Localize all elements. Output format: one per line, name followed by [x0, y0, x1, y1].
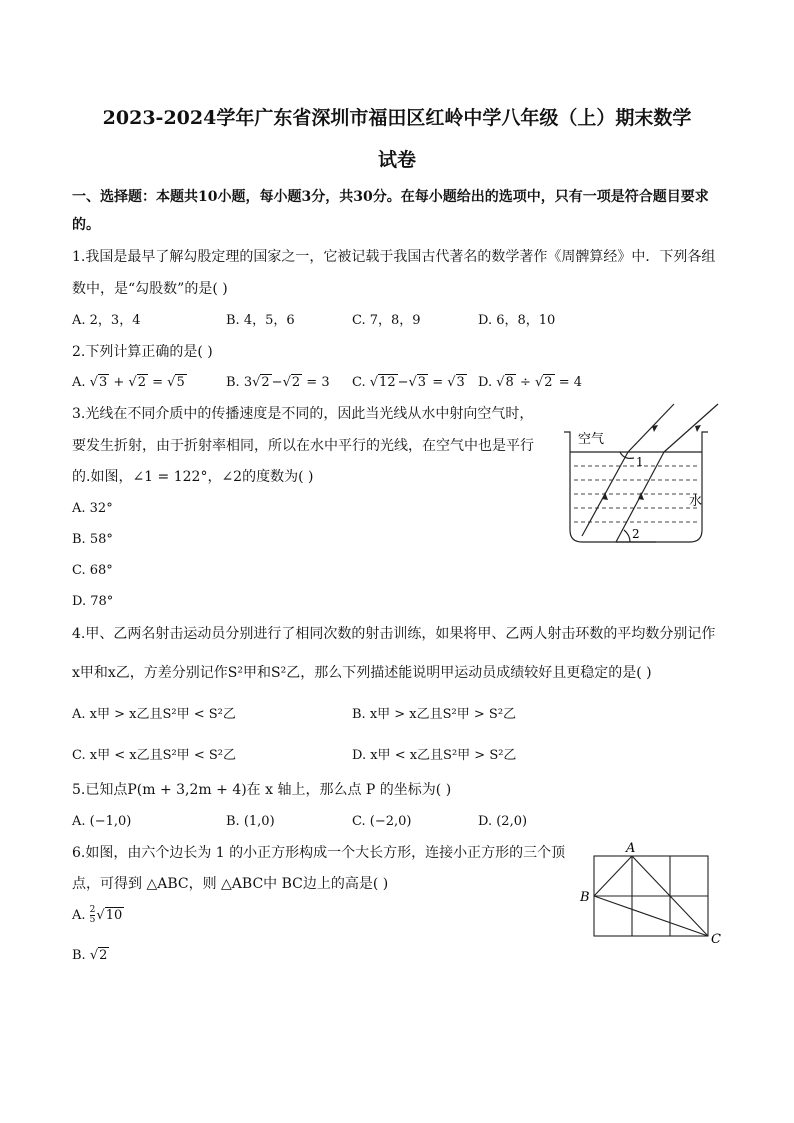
q6-a-fraction [90, 906, 96, 925]
sqrt-sign: √ [89, 948, 99, 963]
q2-d-label: D. [478, 375, 497, 390]
q2-stem: 2.下列计算正确的是( ) [72, 344, 213, 360]
q2-b-operator: − [271, 375, 283, 390]
q2-d-operator: ÷ [515, 375, 535, 390]
q2-option-c [352, 373, 467, 393]
sqrt-sign: √ [282, 375, 291, 390]
q3-option-a: A. 32° [72, 501, 113, 516]
q3-option-b: B. 58° [72, 532, 113, 547]
section-instructions-line2: 的。 [72, 217, 100, 233]
q2-a-label: A. [72, 375, 90, 390]
q5-option-a: A. (−1,0) [72, 814, 132, 829]
vertex-b-label: B [580, 890, 590, 905]
q3-option-d: D. 78° [72, 594, 114, 609]
q2-b-label: B. 3 [226, 375, 253, 390]
beaker-outline [564, 432, 708, 542]
q6-stem-line1: 6.如图，由六个边长为 1 的小正方形构成一个大长方形，连接小正方形的三个顶 [72, 845, 566, 861]
q4-option-b: B. x甲 > x乙且S²甲 > S²乙 [352, 707, 517, 722]
q1-stem-line1: 1.我国是最早了解勾股定理的国家之一，它被记载于我国古代著名的数学著作《周髀算经》中．下列各组 [72, 249, 716, 265]
sqrt-sign: √ [496, 375, 505, 390]
q2-c-equals: = [428, 375, 448, 390]
q6-a-label: A. [72, 908, 90, 923]
q6-a-numerator: 2 [89, 905, 96, 915]
q6-b-label: B. [72, 948, 90, 963]
q3-stem-line3: 的.如图，∠1 = 122°，∠2的度数为( ) [72, 469, 314, 485]
q4-option-d: D. x甲 < x乙且S²甲 > S²乙 [352, 748, 517, 763]
q6-a-denominator: 5 [89, 915, 96, 925]
sqrt-sign: √ [252, 375, 261, 390]
sqrt-sign: √ [89, 375, 98, 390]
q1-option-b: B. 4，5，6 [226, 313, 295, 328]
q1-stem-line2: 数中，是“勾股数”的是( ) [72, 281, 228, 297]
exam-title-line2: 试卷 [377, 149, 416, 171]
section-instructions-line1: 一、选择题：本题共10小题，每小题3分，共30分。在每小题给出的选项中，只有一项是符合题目要求 [72, 189, 709, 205]
q2-b-radicand2: 2 [291, 375, 301, 390]
sqrt-sign: √ [408, 375, 417, 390]
q2-c-operator: − [397, 375, 409, 390]
q6-grid-figure [574, 838, 730, 950]
sqrt-sign: √ [447, 375, 456, 390]
q2-a-radicand2: 2 [137, 375, 146, 390]
q3-stem-line1: 3.光线在不同介质中的传播速度是不同的，因此当光线从水中射向空气时， [72, 406, 534, 422]
q2-c-label: C. [352, 375, 370, 390]
ray1-air [628, 404, 674, 452]
q1-option-c: C. 7，8，9 [352, 313, 421, 328]
q2-d-radicand1: 8 [505, 375, 514, 390]
q3-refraction-figure [556, 396, 722, 550]
q5-option-c: C. (−2,0) [352, 814, 412, 829]
q5-stem: 5.已知点P(m + 3,2m + 4)在 x 轴上，那么点 P 的坐标为( ) [72, 782, 452, 798]
q4-option-a: A. x甲 > x乙且S²甲 < S²乙 [72, 707, 236, 722]
q1-option-a: A. 2，3，4 [72, 313, 141, 328]
label-angle2: 2 [632, 527, 640, 541]
sqrt-sign: √ [167, 375, 176, 390]
label-water: 水 [689, 494, 703, 509]
q2-c-radicand1: 12 [379, 375, 396, 390]
vertex-a-label: A [626, 841, 636, 856]
q2-a-operator: + [109, 375, 129, 390]
ray2-air [664, 404, 718, 452]
vertex-c-label: C [711, 932, 721, 947]
q2-d-radicand2: 2 [544, 375, 553, 390]
q2-option-a [72, 373, 187, 393]
q2-c-radicand3: 3 [456, 375, 465, 390]
q2-b-radicand1: 2 [261, 375, 270, 390]
q2-option-b [226, 373, 330, 393]
sqrt-sign: √ [534, 375, 544, 390]
q2-option-d [478, 373, 582, 393]
q6-option-b [72, 946, 109, 966]
side-bc [594, 896, 708, 936]
q1-option-d: D. 6，8，10 [478, 313, 556, 328]
water-dashes [574, 466, 698, 522]
q2-b-result: = 3 [302, 375, 330, 390]
q2-a-radicand1: 3 [98, 375, 108, 390]
q5-option-b: B. (1,0) [226, 814, 275, 829]
sqrt-sign: √ [369, 375, 379, 390]
sqrt-sign: √ [96, 908, 105, 923]
label-air: 空气 [578, 432, 605, 447]
q4-stem-line2: x甲和x乙，方差分别记作S²甲和S²乙，那么下列描述能说明甲运动员成绩较好且更稳定的是( ) [72, 665, 652, 681]
q2-a-radicand3: 5 [176, 375, 185, 390]
q4-stem-line1: 4.甲、乙两名射击运动员分别进行了相同次数的射击训练，如果将甲、乙两人射击环数的平均数分别记作 [72, 626, 716, 642]
q2-d-result: = 4 [554, 375, 582, 390]
q2-c-radicand2: 3 [417, 375, 427, 390]
ray-arrows [602, 425, 701, 500]
q3-option-c: C. 68° [72, 563, 113, 578]
q6-stem-line2: 点，可得到 △ABC，则 △ABC中 BC边上的高是( ) [72, 876, 389, 892]
q4-option-c: C. x甲 < x乙且S²甲 < S²乙 [72, 748, 236, 763]
q6-option-a [72, 906, 124, 926]
exam-title-line1: 2023-2024学年广东省深圳市福田区红岭中学八年级（上）期末数学 [102, 107, 692, 129]
q5-option-d: D. (2,0) [478, 814, 528, 829]
q6-b-radicand: 2 [99, 948, 108, 963]
q6-a-radicand: 10 [105, 908, 123, 923]
q3-stem-line2: 要发生折射，由于折射率相同，所以在水中平行的光线，在空气中也是平行 [72, 438, 534, 454]
q2-a-equals: = [147, 375, 168, 390]
angle2-arc [624, 530, 630, 542]
label-angle1: 1 [636, 455, 644, 469]
sqrt-sign: √ [128, 375, 137, 390]
side-ab [594, 856, 632, 896]
